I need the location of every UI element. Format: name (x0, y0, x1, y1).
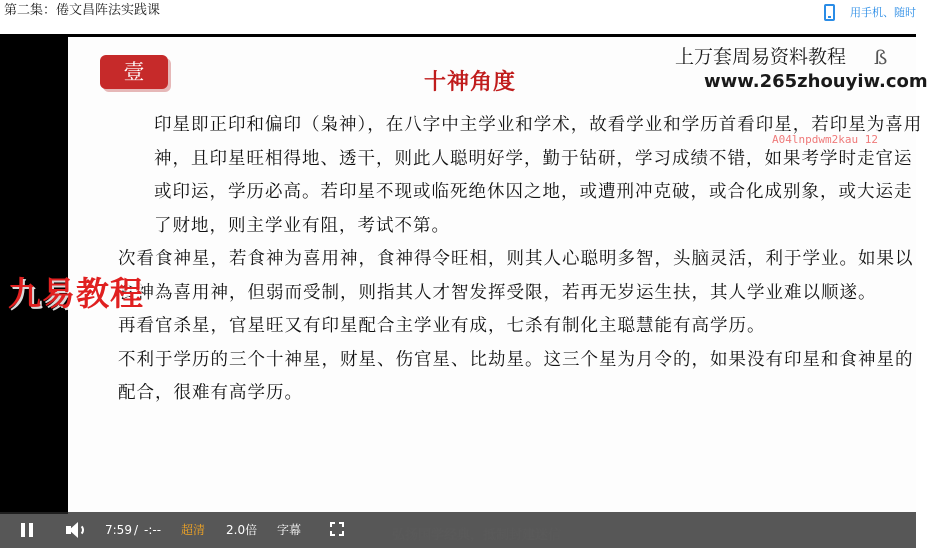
slide-slogan: 弘扬国学经典，抵制封建迷信 (392, 528, 562, 543)
logo-mark: ß (874, 45, 888, 69)
mobile-watch-link[interactable] (824, 2, 916, 22)
brand-watermark: 九易教程 (8, 274, 144, 313)
fullscreen-icon[interactable] (330, 522, 344, 536)
phone-icon (824, 4, 835, 21)
paragraph-shishen: 次看食神星，若食神为喜用神，食神得令旺相，则其人心聪明多智，头脑灵活，利于学业。如果以食神為喜用神，但弱而受制，则指其人才智发挥受限，若再无岁运生扶，其人学业难以顺遂。 (118, 249, 914, 303)
video-frame (68, 37, 928, 514)
section-badge-label: 壹 (123, 60, 145, 84)
subtitles-button[interactable]: 字幕 (277, 523, 302, 537)
speed-button[interactable]: 2.0倍 (226, 523, 258, 537)
mobile-watch-label: 用手机、随时 (850, 6, 916, 19)
total-time: -:-- (144, 523, 162, 537)
video-player[interactable] (0, 34, 928, 543)
top-bar (0, 0, 916, 24)
episode-title: 第二集：倦文昌阵法实践课 (4, 3, 161, 18)
volume-icon[interactable] (66, 521, 86, 539)
pause-icon[interactable] (20, 523, 34, 537)
time-separator: / (134, 523, 139, 537)
video-id-signature: A04lnpdwm2kau 12 (772, 133, 878, 146)
section-badge (100, 55, 168, 89)
watermark-text: 上万套周易资料教程 (675, 46, 847, 68)
slide-body (96, 109, 924, 411)
current-time: 7:59 (105, 523, 132, 537)
watermark-url: www.265zhouyiw.com (704, 71, 928, 92)
quality-button[interactable]: 超清 (181, 523, 206, 537)
paragraph-guansha: 再看官杀星，官星旺又有印星配合主学业有成，七杀有制化主聪慧能有高学历。 (118, 316, 766, 336)
paragraph-bulixueli: 不利于学历的三个十神星，财星、伤官星、比劫星。这三个星为月令的，如果没有印星和食神星的配合，很难有高学历。 (118, 349, 914, 403)
player-controls (0, 512, 916, 548)
paragraph-yin: 印星即正印和偏印（枭神），在八字中主学业和学术，故看学业和学历首看印星，若印星为喜用神，且印星旺相得地、透干，则此人聪明好学，勤于钻研，学习成绩不错，如果考学时走官运或印运，学历必高。若印星不现或临死绝休囚之地，或遭刑冲克破，或合化成别象，或大运走了财地，则主学业有阻，考试不第。 (154, 115, 923, 236)
slide-heading: 十神角度 (424, 69, 517, 95)
